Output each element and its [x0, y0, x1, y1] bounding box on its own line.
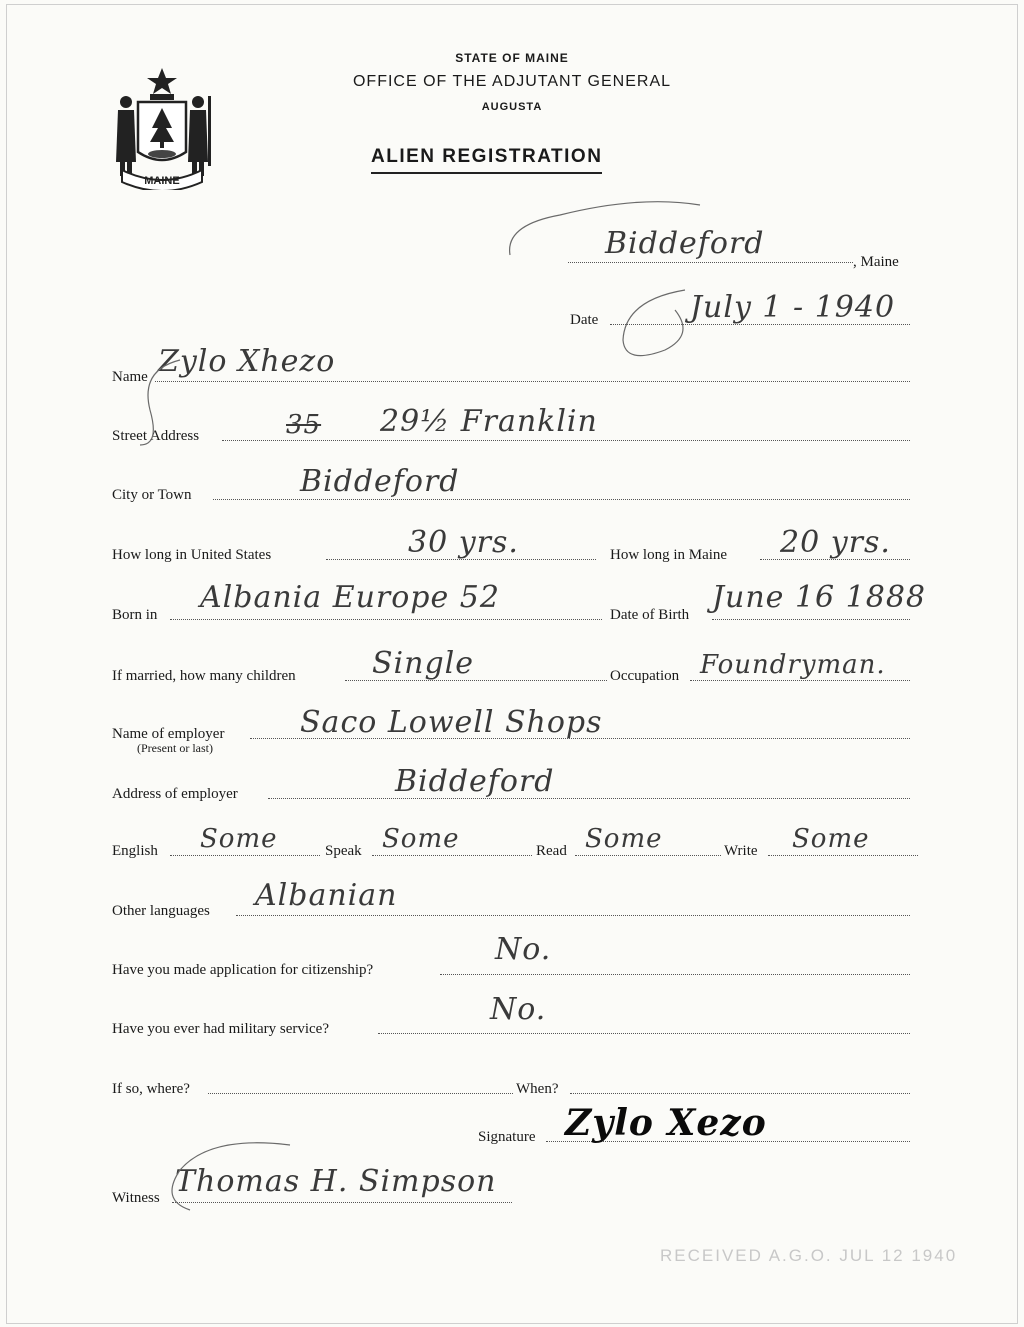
children-label: If married, how many children: [112, 668, 296, 684]
witness-value: Thomas H. Simpson: [175, 1164, 497, 1199]
received-stamp: RECEIVED A.G.O. JUL 12 1940: [660, 1246, 958, 1265]
name-line: [155, 381, 910, 382]
other-languages-label: Other languages: [112, 903, 210, 919]
town-line: [568, 262, 853, 263]
employer-address-label: Address of employer: [112, 786, 238, 802]
born-in-value: Albania Europe 52: [200, 580, 500, 615]
when-line: [570, 1093, 910, 1094]
street-struck-value: 35: [286, 410, 322, 440]
occupation-line: [690, 680, 910, 681]
state-heading: STATE OF MAINE: [455, 51, 569, 65]
street-value: 29½ Franklin: [380, 404, 598, 439]
read-label: Read: [536, 843, 567, 859]
read-line: [575, 855, 721, 856]
employer-value: Saco Lowell Shops: [300, 705, 603, 740]
write-value: Some: [792, 824, 870, 854]
citizenship-line: [440, 974, 910, 975]
how-long-us-label: How long in United States: [112, 547, 272, 563]
speak-label: Speak: [325, 843, 362, 859]
name-value: Zylo Xhezo: [158, 344, 336, 379]
write-line: [768, 855, 918, 856]
speak-value: Some: [382, 824, 460, 854]
children-value: Single: [372, 646, 475, 681]
other-languages-line: [236, 915, 910, 916]
speak-line: [372, 855, 532, 856]
if-so-where-line: [208, 1093, 513, 1094]
citizenship-value: No.: [495, 932, 552, 967]
how-long-maine-label: How long in Maine: [610, 547, 728, 563]
how-long-us-value: 30 yrs.: [408, 525, 519, 560]
read-value: Some: [585, 824, 663, 854]
date-value: July 1 - 1940: [690, 290, 896, 325]
occupation-value: Foundryman.: [700, 650, 886, 680]
when-label: When?: [516, 1081, 559, 1097]
born-in-label: Born in: [112, 607, 158, 623]
city-heading: AUGUSTA: [481, 101, 543, 113]
date-of-birth-label: Date of Birth: [610, 607, 690, 623]
employer-note: (Present or last): [137, 741, 213, 755]
military-value: No.: [490, 992, 547, 1027]
date-of-birth-value: June 16 1888: [712, 580, 927, 615]
occupation-label: Occupation: [610, 668, 680, 684]
employer-label: Name of employer: [112, 726, 225, 742]
witness-label: Witness: [112, 1190, 160, 1206]
english-line: [170, 855, 320, 856]
street-line: [222, 440, 910, 441]
employer-address-line: [268, 798, 910, 799]
city-label: City or Town: [112, 487, 192, 503]
city-line: [213, 499, 910, 500]
date-label: Date: [570, 312, 599, 328]
svg-text:MAINE: MAINE: [144, 175, 180, 187]
write-label: Write: [724, 843, 758, 859]
if-so-where-label: If so, where?: [112, 1081, 190, 1097]
citizenship-label: Have you made application for citizenship?: [112, 962, 374, 978]
date-of-birth-line: [712, 619, 910, 620]
witness-line: [172, 1202, 512, 1203]
english-label: English: [112, 843, 158, 859]
military-line: [378, 1033, 910, 1034]
employer-address-value: Biddeford: [395, 764, 555, 799]
other-languages-value: Albanian: [255, 878, 398, 913]
signature-label: Signature: [478, 1129, 536, 1145]
city-value: Biddeford: [300, 464, 460, 499]
maine-label: , Maine: [853, 254, 899, 270]
english-value: Some: [200, 824, 278, 854]
office-heading: OFFICE OF THE ADJUTANT GENERAL: [352, 73, 672, 90]
name-label: Name: [112, 369, 148, 385]
form-title: ALIEN REGISTRATION: [371, 146, 602, 174]
town-value: Biddeford: [605, 226, 765, 261]
street-label: Street Address: [112, 428, 200, 444]
military-label: Have you ever had military service?: [112, 1021, 329, 1037]
born-in-line: [170, 619, 602, 620]
how-long-maine-value: 20 yrs.: [780, 525, 891, 560]
signature-value: Zylo Xezo: [565, 1102, 767, 1144]
